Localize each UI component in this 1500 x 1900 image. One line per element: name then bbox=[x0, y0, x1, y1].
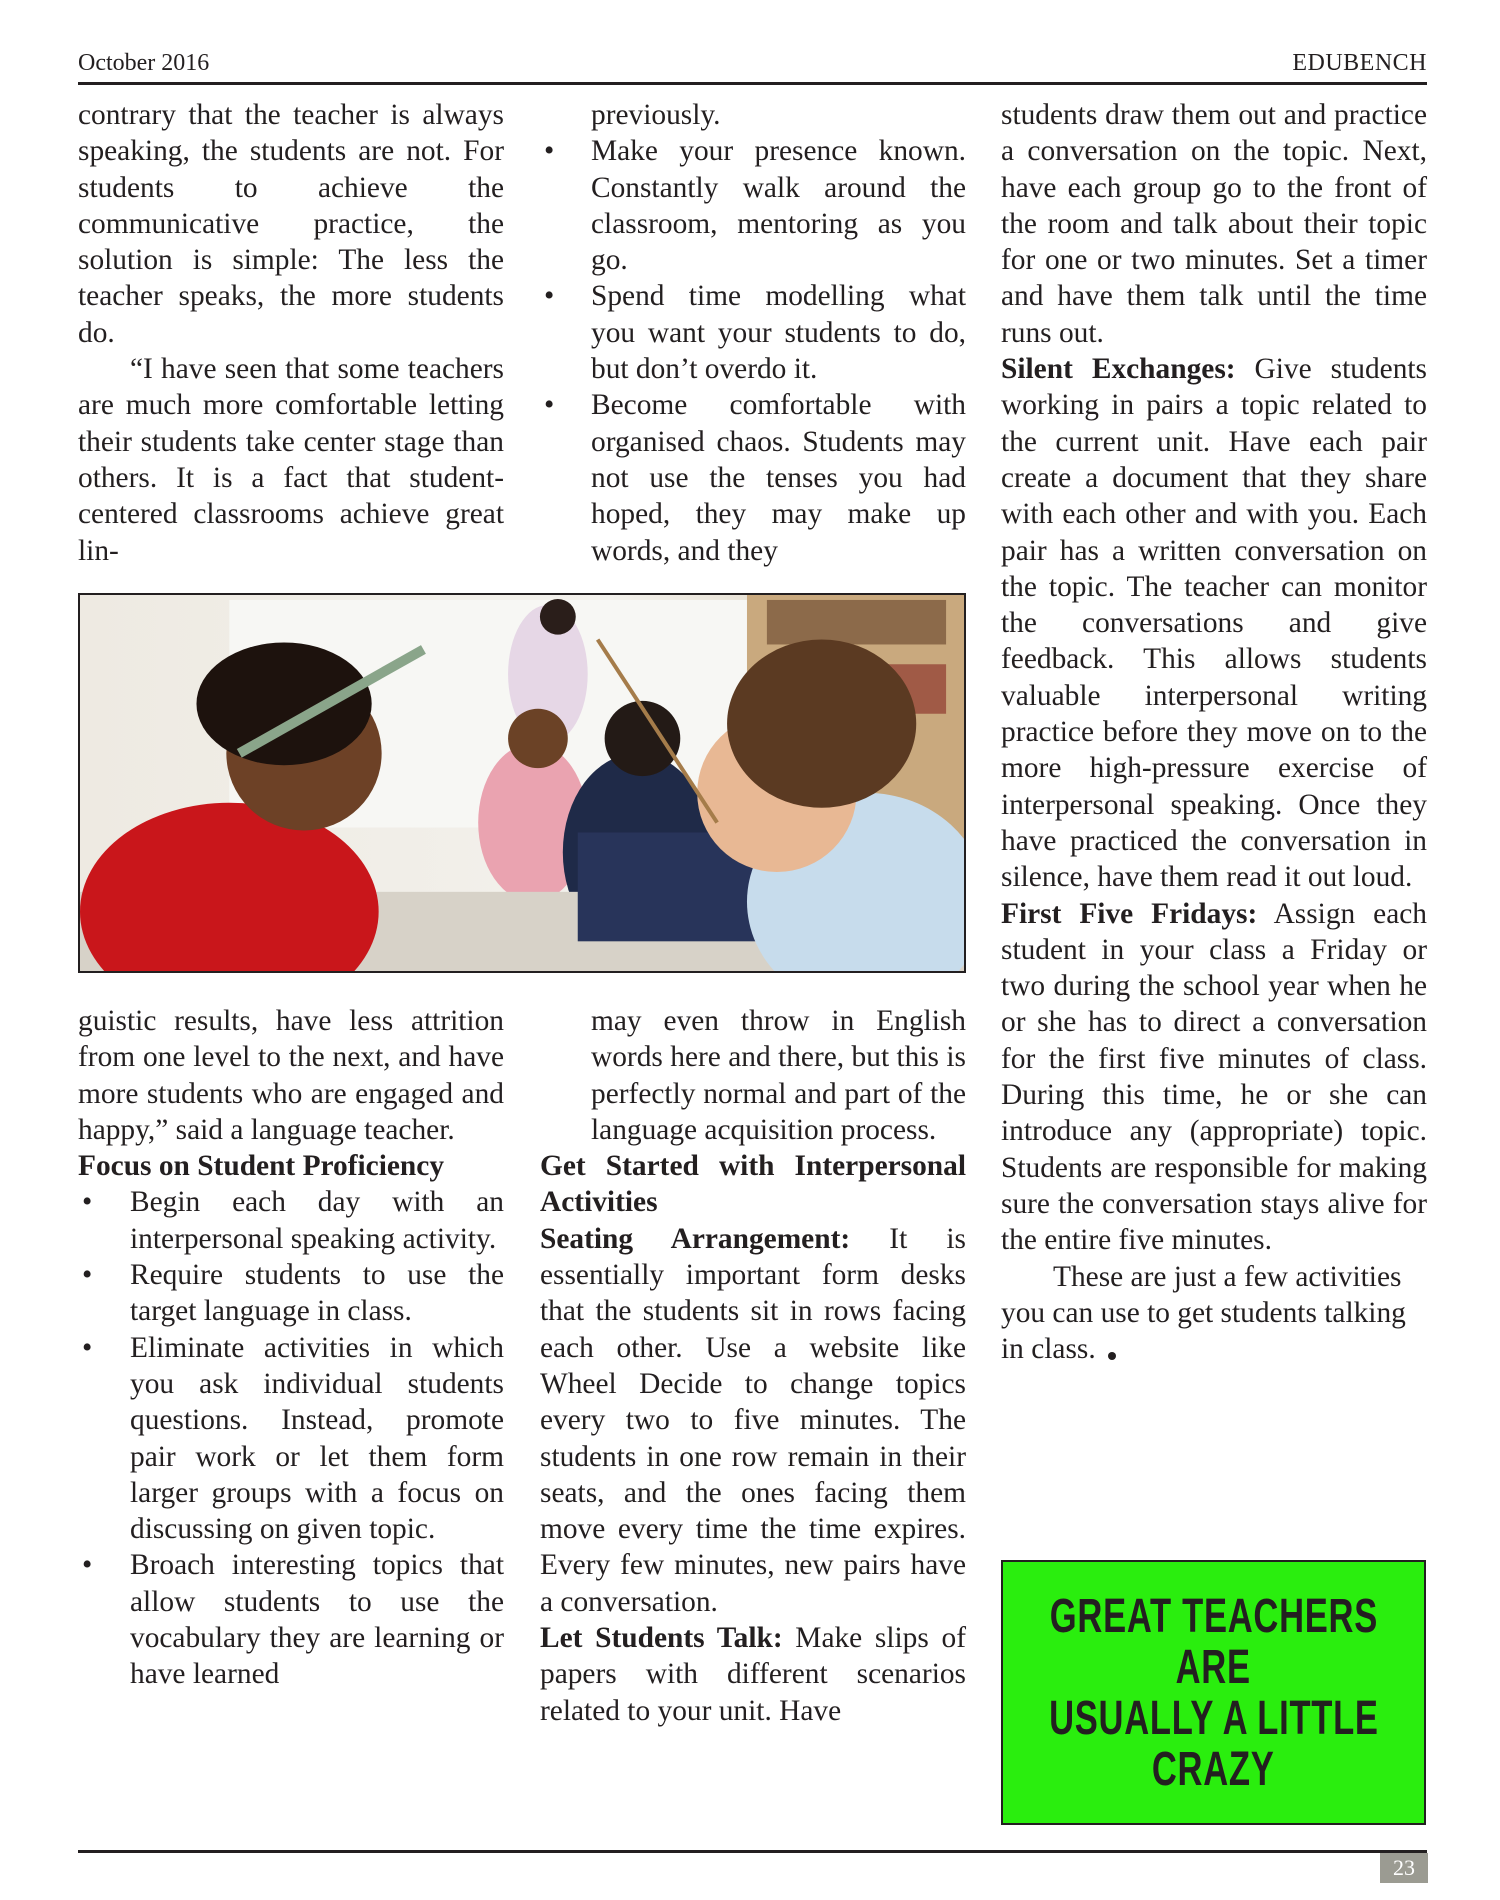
fridays-label: First Five Fridays: bbox=[1001, 897, 1258, 930]
closing-paragraph: These are just a few activities you can use to get students talking in class. bbox=[1001, 1260, 1406, 1366]
list-item: • Make your presence known. Constantly walk around the classroom, mentoring as you go. bbox=[544, 135, 966, 277]
header-rule bbox=[78, 82, 1427, 85]
paragraph: contrary that the teacher is always speaking, the students are not. For students to achieve the communicative practice, the solution is simple: The less the teacher speaks, the more students do. bbox=[78, 99, 504, 349]
talk-paragraph: Let Students Talk: Make slips of papers with different scenarios related to your unit. Have bbox=[540, 1622, 966, 1727]
bullet-icon: • bbox=[544, 389, 555, 422]
column-1-top bbox=[78, 97, 504, 569]
classroom-photo bbox=[78, 593, 966, 973]
section-heading: Get Started with Interpersonal Activities bbox=[540, 1150, 966, 1219]
paragraph-quote: “I have seen that some teachers are much more comfortable letting their students take center stage than others. It is a fact that student-centered classrooms achieve great lin- bbox=[78, 353, 504, 567]
section-heading: Focus on Student Proficiency bbox=[78, 1150, 445, 1183]
column-1-bottom bbox=[78, 1003, 504, 1693]
silent-label: Silent Exchanges: bbox=[1001, 353, 1236, 386]
list-item: • Spend time modelling what you want your students to do, but don’t overdo it. bbox=[544, 280, 966, 386]
fridays-paragraph: First Five Fridays: Assign each student in your class a Friday or two during the school year when he or she has to direct a conversation for the first five minutes of class. During this time, he or she can introduce any (appropriate) topic. Students are responsible for making sure the conversation stays alive for the entire five minutes. bbox=[1001, 897, 1427, 1257]
bullet-continuation: previously. bbox=[591, 99, 721, 131]
quote-line: CRAZY bbox=[1152, 1742, 1275, 1796]
bullet-continuation: may even throw in English words here and there, but this is perfectly normal and part of the language acquisition process. bbox=[591, 1005, 966, 1146]
tips-list bbox=[540, 133, 966, 569]
proficiency-list bbox=[78, 1184, 504, 1692]
boy-hair bbox=[196, 642, 371, 765]
quote-box bbox=[1001, 1560, 1426, 1825]
header-publication: EDUBENCH bbox=[1292, 50, 1427, 76]
paragraph: students draw them out and practice a conversation on the topic. Next, have each group go to the front of the room and talk about their topic for one or two minutes. Set a timer and have them talk until the time runs out. bbox=[1001, 99, 1427, 349]
bullet-icon: • bbox=[544, 280, 555, 313]
column-3 bbox=[1001, 97, 1427, 1367]
bullet-icon: • bbox=[82, 1549, 93, 1582]
quote-line: USUALLY A LITTLE bbox=[1048, 1691, 1379, 1745]
header-date: October 2016 bbox=[78, 50, 210, 76]
photo-illustration bbox=[80, 595, 964, 971]
talk-label: Let Students Talk: bbox=[540, 1622, 783, 1655]
list-item: • Begin each day with an interpersonal speaking activity. bbox=[82, 1186, 504, 1255]
books bbox=[767, 600, 946, 645]
quote-line: ARE bbox=[1175, 1640, 1252, 1694]
seating-paragraph: Seating Arrangement: It is essentially important form desks that the students sit in rows facing each other. Use a website like Wheel Decide to change topics every two to five minutes. The students in one row remain in their seats, and the ones facing them move every time the time expires. Every few minutes, new pairs have a conversation. bbox=[540, 1222, 966, 1618]
boy2-hair bbox=[727, 640, 916, 808]
column-2-top bbox=[540, 97, 966, 569]
paragraph: guistic results, have less attrition from one level to the next, and have more students who are engaged and happy,” said a language teacher. bbox=[78, 1005, 504, 1146]
list-item: • Broach interesting topics that allow students to use the vocabulary they are learning or have learned bbox=[82, 1549, 504, 1691]
list-item: • Require students to use the target language in class. bbox=[82, 1259, 504, 1328]
bullet-icon: • bbox=[544, 135, 555, 168]
list-item: • Eliminate activities in which you ask individual students questions. Instead, promote pair work or let them form larger groups with a focus on discussing on given topic. bbox=[82, 1331, 504, 1546]
silent-paragraph: Silent Exchanges: Give students working in pairs a topic related to the current unit. Have each pair create a document that they share with each other and with you. Each pair has a written conversation on the topic. The teacher can monitor the conversations and give feedback. This allows students valuable interpersonal writing practice before they move on to the more high-pressure exercise of interpersonal speaking. Once they have practiced the conversation in silence, have them read it out loud. bbox=[1001, 353, 1427, 894]
column-2-bottom bbox=[540, 1003, 966, 1729]
page-number: 23 bbox=[1380, 1853, 1428, 1883]
boy-back-head bbox=[605, 701, 681, 776]
bullet-icon: • bbox=[82, 1331, 93, 1364]
bullet-icon: • bbox=[82, 1259, 93, 1292]
footer-rule bbox=[78, 1850, 1427, 1853]
list-item: • Become comfortable with organised chaos. Students may not use the tenses you had hoped, they may make up words, and they bbox=[544, 389, 966, 567]
teacher-head bbox=[540, 599, 576, 635]
end-mark-icon bbox=[1108, 1352, 1116, 1360]
bullet-icon: • bbox=[82, 1186, 93, 1219]
girl-head bbox=[508, 709, 568, 768]
quote-line: GREAT TEACHERS bbox=[1049, 1589, 1378, 1643]
seating-label: Seating Arrangement: bbox=[540, 1222, 851, 1255]
